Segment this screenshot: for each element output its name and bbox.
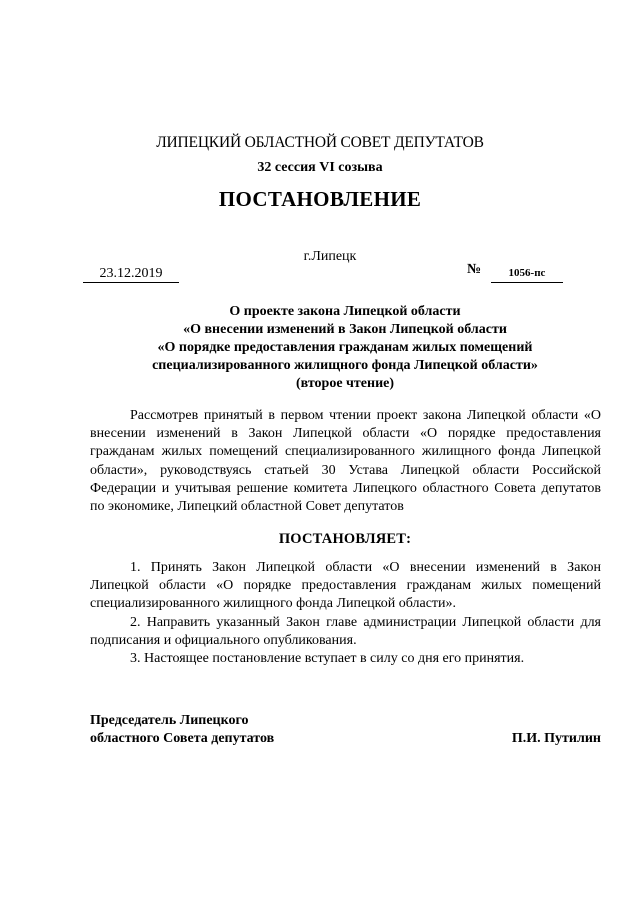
preamble-paragraph: Рассмотрев принятый в первом чтении проект закона Липецкой области «О внесении изменений в Закон Липецкой области «О порядке предоставления гражданам жилых помещений специализированного жилищного фонда Липецкой области», руководствуясь статьей 30 Устава Липецкой области Российской Федерации и учитывая решение комитета Липецкого областного Совета депутатов по экономике, Липецкий областной Совет депутатов bbox=[90, 408, 601, 515]
city-name: г.Липецк bbox=[303, 249, 357, 264]
document-type: ПОСТАНОВЛЕНИЕ bbox=[218, 187, 422, 211]
document-number: 1056-пс bbox=[491, 265, 563, 283]
number-sign: № bbox=[467, 262, 482, 277]
title-line: «О порядке предоставления гражданам жилых помещений bbox=[157, 340, 533, 355]
title-line: специализированного жилищного фонда Липецкой области» bbox=[152, 358, 538, 373]
position-line: Председатель Липецкого bbox=[90, 713, 249, 728]
title-line: О проекте закона Липецкой области bbox=[229, 304, 461, 319]
resolution-item: 2. Направить указанный Закон главе администрации Липецкой области для подписания и официального опубликования. bbox=[90, 614, 601, 648]
resolution-items bbox=[90, 559, 601, 668]
resolution-item: 3. Настоящее постановление вступает в силу со дня его принятия. bbox=[130, 651, 525, 667]
document-date: 23.12.2019 bbox=[83, 265, 179, 283]
council-name: ЛИПЕЦКИЙ ОБЛАСТНОЙ СОВЕТ ДЕПУТАТОВ bbox=[156, 134, 484, 151]
title-line: (второе чтение) bbox=[295, 376, 395, 391]
signatory-position bbox=[90, 712, 274, 748]
session-label: 32 сессия VI созыва bbox=[257, 160, 383, 175]
title-line: «О внесении изменений в Закон Липецкой области bbox=[183, 322, 507, 337]
resolves-heading: ПОСТАНОВЛЯЕТ: bbox=[278, 531, 412, 547]
position-line: областного Совета депутатов bbox=[90, 731, 275, 746]
document-title bbox=[0, 303, 640, 393]
resolution-item: 1. Принять Закон Липецкой области «О внесении изменений в Закон Липецкой области «О порядке предоставления гражданам жилых помещений специализированного жилищного фонда Липецкой области». bbox=[90, 560, 601, 612]
signatory-name: П.И. Путилин bbox=[511, 731, 601, 746]
